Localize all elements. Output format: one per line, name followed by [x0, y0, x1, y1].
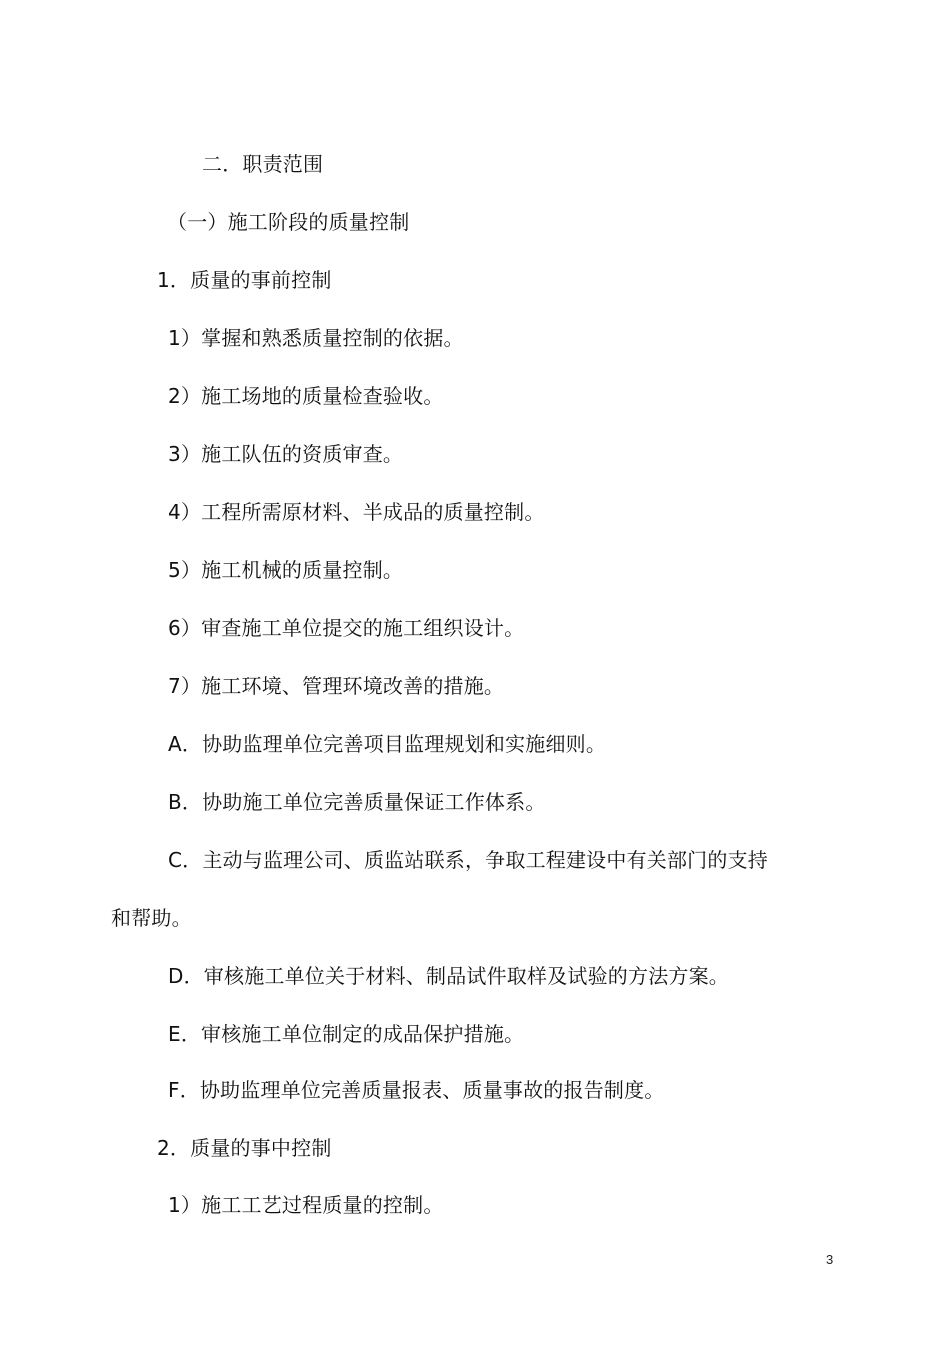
measure-item: D．审核施工单位关于材料、制品试件取样及试验的方法方案。	[168, 964, 729, 988]
section-1-item: 2）施工场地的质量检查验收。	[168, 384, 444, 408]
section-1-item: 4）工程所需原材料、半成品的质量控制。	[168, 500, 545, 524]
measure-item: A．协助监理单位完善项目监理规划和实施细则。	[168, 732, 607, 756]
section-2-title: 2．质量的事中控制	[157, 1136, 332, 1160]
subsection-heading: （一）施工阶段的质量控制	[167, 210, 410, 234]
page-number: 3	[826, 1252, 834, 1267]
section-2-item: 1）施工工艺过程质量的控制。	[168, 1193, 444, 1217]
section-1-item: 1）掌握和熟悉质量控制的依据。	[168, 326, 464, 350]
section-1-item: 6）审查施工单位提交的施工组织设计。	[168, 616, 525, 640]
measure-item: E．审核施工单位制定的成品保护措施。	[168, 1022, 525, 1046]
section-1-item: 3）施工队伍的资质审查。	[168, 442, 404, 466]
measure-item-continuation: 和帮助。	[111, 906, 192, 930]
measure-item: B．协助施工单位完善质量保证工作体系。	[168, 790, 546, 814]
section-1-item: 5）施工机械的质量控制。	[168, 558, 404, 582]
section-heading: 二．职责范围	[202, 152, 324, 176]
section-1-title: 1．质量的事前控制	[157, 268, 332, 292]
measure-item: F．协助监理单位完善质量报表、质量事故的报告制度。	[168, 1078, 665, 1102]
measure-item: C．主动与监理公司、质监站联系，争取工程建设中有关部门的支持	[168, 848, 768, 872]
section-1-item: 7）施工环境、管理环境改善的措施。	[168, 674, 505, 698]
